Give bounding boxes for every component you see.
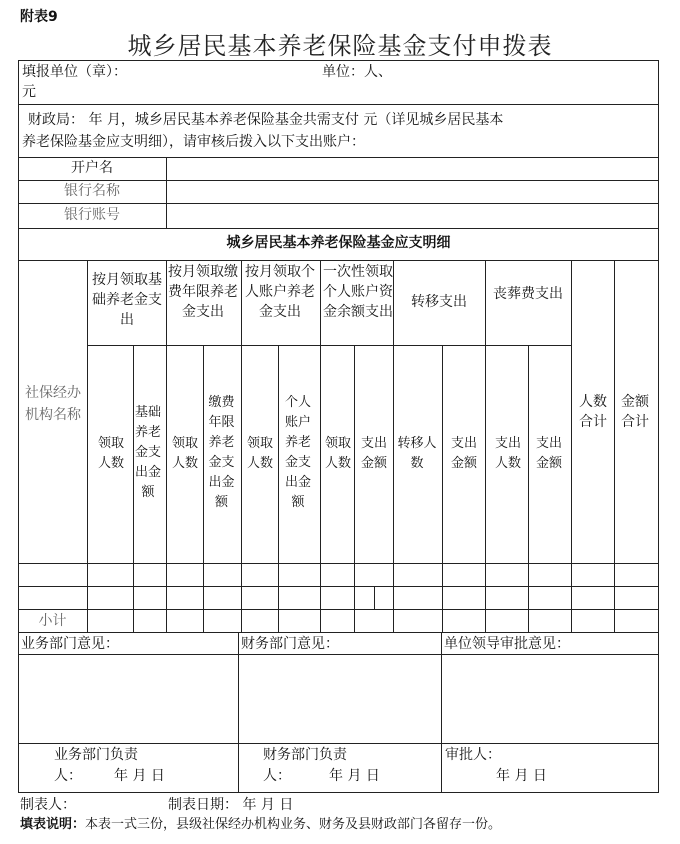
sub-count-1: 领取人数 bbox=[97, 436, 124, 471]
filler-unit-label: 填报单位（章）： bbox=[22, 64, 127, 80]
agency-name-header: 社保经办机构名称 bbox=[25, 385, 81, 423]
sub-amount-6: 支出金额 bbox=[535, 436, 562, 471]
sub-personal-amount: 个人账户养老金支出金额 bbox=[284, 395, 311, 510]
unit-yuan: 元 bbox=[22, 84, 36, 100]
person-total-header: 人数合计 bbox=[579, 394, 607, 430]
prep-date-label: 制表日期： 年 月 日 bbox=[168, 797, 294, 813]
unit-label: 单位：人、 bbox=[322, 64, 392, 80]
bank-name-label: 银行名称 bbox=[64, 183, 120, 199]
business-date: 年 月 日 bbox=[114, 768, 165, 784]
group3-header: 按月领取个人账户养老金支出 bbox=[245, 264, 315, 320]
filling-note bbox=[20, 817, 501, 833]
finance-person-label: 人： bbox=[263, 768, 291, 784]
note-text: 本表一式三份，县级社保经办机构业务、财务及县财政部门各留存一份。 bbox=[85, 817, 502, 832]
group5-header: 转移支出 bbox=[411, 294, 467, 310]
subtotal-label: 小计 bbox=[38, 613, 67, 629]
sub-basic-amount: 基础养老金支出金额 bbox=[134, 405, 161, 500]
finance-head-label: 财务部门负责 bbox=[263, 747, 347, 763]
group1-header: 按月领取基础养老金支出 bbox=[92, 272, 162, 328]
finance-opinion-label: 财务部门意见： bbox=[241, 636, 339, 652]
sub-count-4: 领取人数 bbox=[324, 436, 351, 471]
appendix-label: 附表9 bbox=[20, 9, 58, 25]
sub-amount-5: 支出金额 bbox=[450, 436, 477, 471]
detail-title: 城乡居民基本养老保险基金应支明细 bbox=[226, 235, 451, 251]
request-line-2: 养老保险基金应支明细），请审核后拨入以下支出账户： bbox=[22, 134, 365, 150]
group4-header: 一次性领取个人账户资金余额支出 bbox=[323, 264, 393, 320]
request-line-1: 财政局： 年 月，城乡居民基本养老保险基金共需支付 元（详见城乡居民基本 bbox=[28, 112, 504, 128]
business-person-label: 人： bbox=[54, 768, 82, 784]
sub-count-3: 领取人数 bbox=[246, 436, 273, 471]
amount-total-header: 金额合计 bbox=[621, 394, 649, 430]
business-opinion-label: 业务部门意见： bbox=[21, 636, 119, 652]
sub-years-amount: 缴费年限养老金支出金额 bbox=[208, 395, 235, 510]
sub-transfer-count: 转移人数 bbox=[397, 436, 437, 471]
sub-count-6: 支出人数 bbox=[494, 436, 521, 471]
sub-amount-4: 支出金额 bbox=[360, 436, 387, 471]
leader-opinion-label: 单位领导审批意见： bbox=[444, 636, 570, 652]
account-holder-label: 开户名 bbox=[71, 160, 113, 176]
group6-header: 丧葬费支出 bbox=[493, 286, 563, 302]
sub-count-2: 领取人数 bbox=[171, 436, 198, 471]
note-label: 填表说明： bbox=[20, 817, 86, 832]
bank-account-label: 银行账号 bbox=[64, 207, 120, 223]
business-head-label: 业务部门负责 bbox=[54, 747, 138, 763]
finance-date: 年 月 日 bbox=[329, 768, 380, 784]
form-title: 城乡居民基本养老保险基金支付申拨表 bbox=[127, 32, 553, 60]
approver-date: 年 月 日 bbox=[496, 768, 547, 784]
approver-label: 审批人： bbox=[445, 747, 501, 763]
preparer-label: 制表人： bbox=[20, 797, 76, 813]
group2-header: 按月领取缴费年限养老金支出 bbox=[168, 264, 238, 320]
